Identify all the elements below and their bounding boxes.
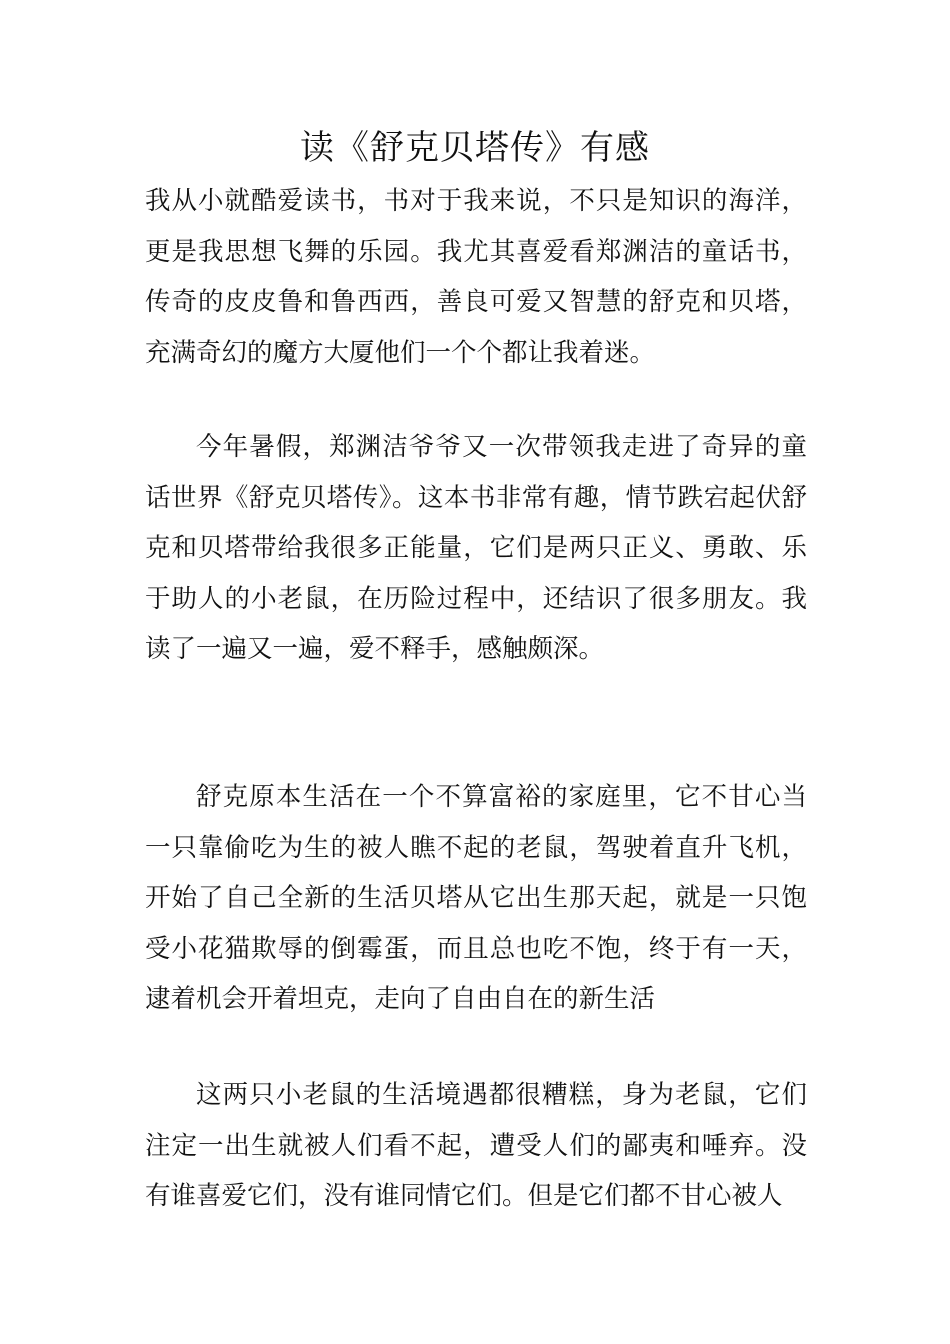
paragraph-2: 今年暑假，郑渊洁爷爷又一次带领我走进了奇异的童话世界《舒克贝塔传》。这本书非常有趣，情节跌宕起伏舒克和贝塔带给我很多正能量，它们是两只正义、勇敢、乐于助人的小老鼠，在历险过程中，还结识了很多朋友。我读了一遍又一遍，爱不释手，感触颇深。 <box>145 432 807 664</box>
paragraph-4: 这两只小老鼠的生活境遇都很糟糕，身为老鼠，它们注定一出生就被人们看不起，遭受人们的鄙夷和唾弃。没有谁喜爱它们，没有谁同情它们。但是它们都不甘心被人 <box>145 1080 807 1211</box>
paragraph-1: 我从小就酷爱读书，书对于我来说，不只是知识的海洋，更是我思想飞舞的乐园。我尤其喜爱看郑渊洁的童话书，传奇的皮皮鲁和鲁西西，善良可爱又智慧的舒克和贝塔，充满奇幻的魔方大厦他们一个个都让我着迷。 <box>145 186 807 368</box>
paragraph-3: 舒克原本生活在一个不算富裕的家庭里，它不甘心当一只靠偷吃为生的被人瞧不起的老鼠，驾驶着直升飞机，开始了自己全新的生活贝塔从它出生那天起，就是一只饱受小花猫欺辱的倒霉蛋，而且总也吃不饱，终于有一天，逮着机会开着坦克，走向了自由自在的新生活 <box>145 782 807 1014</box>
document-title: 读《舒克贝塔传》有感 <box>300 128 650 168</box>
